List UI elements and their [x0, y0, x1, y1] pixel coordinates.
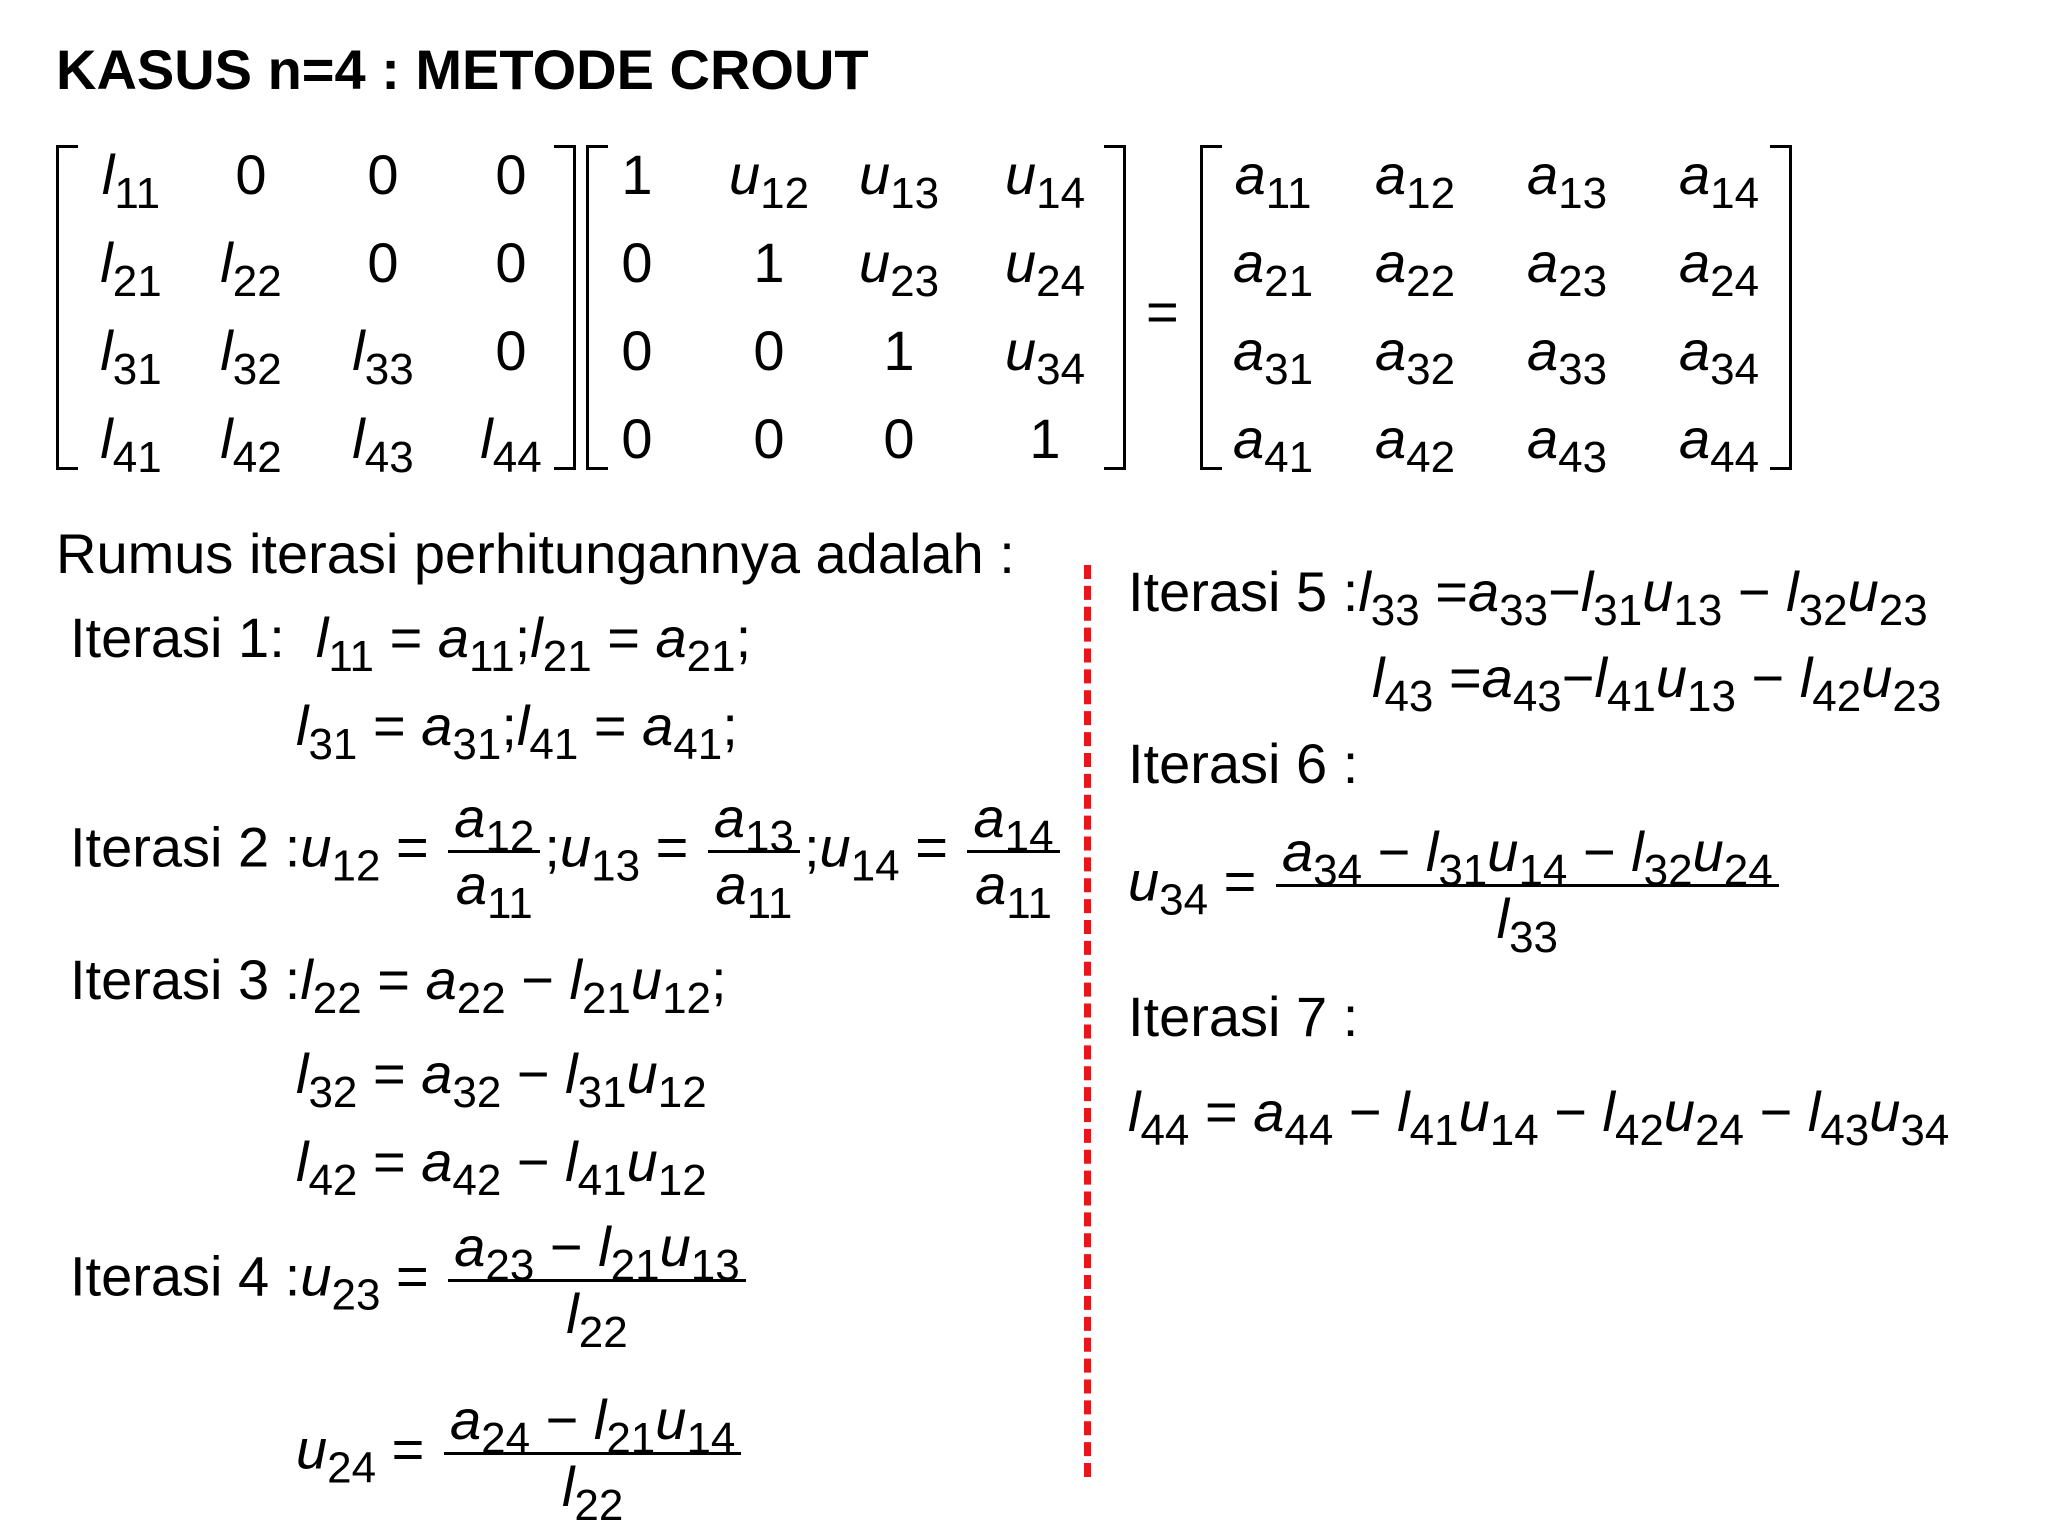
- iter7-label: Iterasi 7 :: [1128, 985, 1359, 1048]
- matrix-l-cell: $l_{43}$: [352, 407, 414, 482]
- iter4-line1: Iterasi 4 $:u_{23}$ = $\frac{a_{23} - l_{21}u_{13}}{l_{22}}$: [70, 1215, 750, 1346]
- matrix-a: [1200, 143, 1792, 482]
- red-dashed-divider: [1084, 565, 1091, 1477]
- matrix-u: [586, 145, 1126, 470]
- matrix-a-cell: $a_{24}$: [1678, 231, 1760, 306]
- matrix-l-cell: $l_{31}$: [100, 319, 162, 394]
- fraction: $\frac{a_{12}}{a_{11}}$: [448, 786, 540, 917]
- iter6-line: $u_{34}$ = $\frac{a_{34} - l_{31}u_{14} - l_{32}u_{24}}{l_{33}}$: [1128, 820, 1783, 951]
- iter5-line1: Iterasi 5 $:l_{33} =a_{33}-l_{31}u_{13} - l_{32}u_{23}$: [1128, 560, 1928, 635]
- matrix-u-cell: $u_{13}$: [858, 143, 940, 218]
- iter2-line: Iterasi 2 $:u_{12}$ = $\frac{a_{12}}{a_{11}}$ $;u_{13}$ = $\frac{a_{13}}{a_{11}}$ $;u_{14}$ = $\frac{a_{14}}{a_{11}}$: [70, 786, 1064, 917]
- matrix-equals-sign: =: [1146, 280, 1179, 343]
- matrix-u-cell: 1: [621, 143, 653, 206]
- iter7-line: $l_{44} = a_{44} - l_{41}u_{14} - l_{42}u_{24} - l_{43}u_{34}$: [1128, 1080, 1950, 1155]
- matrix-l-cell: 0: [235, 143, 267, 206]
- fraction: $\frac{a_{34} - l_{31}u_{14} - l_{32}u_{24}}{l_{33}}$: [1276, 820, 1779, 951]
- matrix-u-cell: 0: [621, 319, 653, 382]
- matrix-u-cell: 1: [753, 231, 785, 294]
- bracket-left: [56, 145, 78, 470]
- matrix-a-cell: $a_{13}$: [1526, 143, 1608, 218]
- matrix-u-cell: $u_{34}$: [1004, 319, 1086, 394]
- matrix-l-cell: $l_{22}$: [220, 231, 282, 306]
- matrix-a-cell: $a_{33}$: [1526, 319, 1608, 394]
- iter1-line2: $l_{31}$ = $a_{31};l_{41} = a_{41}$;: [296, 694, 738, 769]
- matrix-a-cell: $a_{44}$: [1678, 407, 1760, 482]
- matrix-l-cell: $l_{21}$: [100, 231, 162, 306]
- iter3-line2: $l_{32} = a_{32} - l_{31}u_{12}$: [296, 1042, 707, 1117]
- iter2-label: Iterasi 2 :: [70, 815, 301, 879]
- matrix-l-cell: $l_{32}$: [220, 319, 282, 394]
- matrix-a-cell: $a_{12}$: [1374, 143, 1456, 218]
- matrix-l-cell: 0: [495, 143, 527, 206]
- iter4-line2: $u_{24}$ = $\frac{a_{24} - l_{21}u_{14}}{l_{22}}$: [296, 1388, 745, 1519]
- matrix-u-cell: 0: [621, 407, 653, 470]
- matrix-u-cell: 0: [753, 407, 785, 470]
- matrix-a-cell: $a_{32}$: [1374, 319, 1456, 394]
- fraction: $\frac{a_{13}}{a_{11}}$: [708, 786, 800, 917]
- matrix-l-cell: $l_{44}$: [480, 407, 542, 482]
- iter3-line3: $l_{42} = a_{42} - l_{41}u_{12}$: [296, 1130, 707, 1205]
- iter3-label: Iterasi 3 :: [70, 948, 301, 1011]
- matrix-a-cell: $a_{43}$: [1526, 407, 1608, 482]
- matrix-u-cell: 0: [883, 407, 915, 470]
- matrix-u-cell: 1: [883, 319, 915, 382]
- matrix-u-cell: 1: [1029, 407, 1061, 470]
- page-title: KASUS n=4 : METODE CROUT: [56, 38, 869, 101]
- matrix-u-cell: $u_{12}$: [728, 143, 810, 218]
- fraction: $\frac{a_{24} - l_{21}u_{14}}{l_{22}}$: [444, 1388, 741, 1519]
- matrix-a-cell: $a_{34}$: [1678, 319, 1760, 394]
- iter5-label: Iterasi 5 :: [1128, 560, 1359, 623]
- matrix-l-cell: $l_{42}$: [220, 407, 282, 482]
- matrix-l-cell: 0: [367, 143, 399, 206]
- matrix-a-cell: $a_{14}$: [1678, 143, 1760, 218]
- matrix-u-cell: $u_{24}$: [1004, 231, 1086, 306]
- matrix-a-cell: $a_{31}$: [1232, 319, 1314, 394]
- matrix-l-cell: 0: [495, 231, 527, 294]
- matrix-u-cell: $u_{14}$: [1004, 143, 1086, 218]
- iter1-line1: Iterasi 1: $l_{11}$ = $a_{11};l_{21} = a_{21}$;: [70, 606, 752, 681]
- iter5-line2: $l_{43} =a_{43}-l_{41}u_{13} - l_{42}u_{23}$: [1372, 646, 1942, 721]
- iter3-line1: Iterasi 3 $:l_{22} = a_{22} - l_{21}u_{12}$;: [70, 948, 727, 1023]
- matrix-l-cell: $l_{11}$: [101, 143, 161, 218]
- fraction: $\frac{a_{14}}{a_{11}}$: [967, 786, 1059, 917]
- iter1-label: Iterasi 1:: [70, 606, 285, 669]
- matrix-l-cell: $l_{33}$: [352, 319, 414, 394]
- intro-text: Rumus iterasi perhitungannya adalah :: [56, 522, 1015, 585]
- fraction: $\frac{a_{23} - l_{21}u_{13}}{l_{22}}$: [448, 1215, 745, 1346]
- matrix-l-cell: $l_{41}$: [100, 407, 162, 482]
- matrix-l: [56, 143, 576, 482]
- matrix-a-cell: $a_{22}$: [1374, 231, 1456, 306]
- matrix-l-cell: 0: [495, 319, 527, 382]
- matrix-u-cell: $u_{23}$: [858, 231, 940, 306]
- bracket-right: [1104, 145, 1126, 470]
- matrix-a-cell: $a_{23}$: [1526, 231, 1608, 306]
- matrix-l-cell: 0: [367, 231, 399, 294]
- matrix-u-cell: 0: [621, 231, 653, 294]
- matrix-a-cell: $a_{11}$: [1234, 143, 1312, 218]
- iter4-label: Iterasi 4 :: [70, 1244, 301, 1308]
- matrix-a-cell: $a_{21}$: [1232, 231, 1314, 306]
- matrix-a-cell: $a_{41}$: [1232, 407, 1314, 482]
- matrix-u-cell: 0: [753, 319, 785, 382]
- iter6-label: Iterasi 6 :: [1128, 732, 1359, 795]
- matrix-a-cell: $a_{42}$: [1374, 407, 1456, 482]
